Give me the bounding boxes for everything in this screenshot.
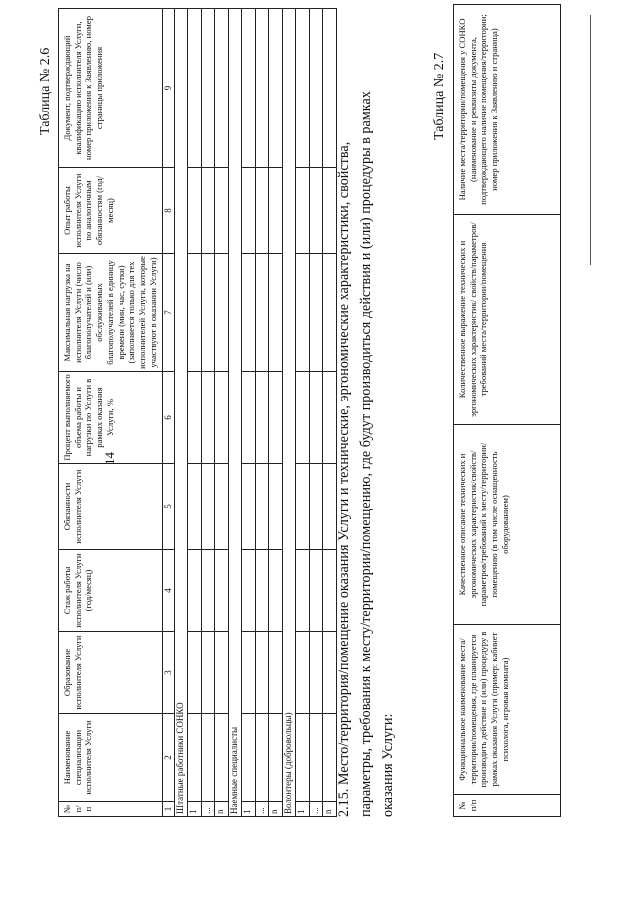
- column-number: 7: [162, 254, 174, 372]
- row-index: n: [215, 802, 229, 817]
- table-2-7: [453, 4, 561, 817]
- row-index: 1: [296, 802, 310, 817]
- header-cell: Обязанности исполнителя Услуги: [59, 464, 163, 550]
- row-index: ...: [255, 802, 269, 817]
- table-2-6-caption: Таблица № 2.6: [38, 47, 53, 135]
- section-row-staff: [174, 9, 188, 817]
- row-index: n: [269, 802, 283, 817]
- header-cell: Стаж работы исполнителя Услуги (год/месяц): [59, 550, 163, 632]
- column-number: 4: [162, 550, 174, 632]
- table-row: [215, 9, 229, 817]
- column-number: 6: [162, 372, 174, 464]
- column-number: 3: [162, 632, 174, 714]
- table-row: [296, 9, 310, 817]
- header-cell: Опыт работы исполнителя Услуги по аналогичным обязанностям (год/месяц): [59, 168, 163, 254]
- column-number: 5: [162, 464, 174, 550]
- header-cell: Максимальная нагрузка на исполнителя Услуги (число благополучателей и (или) обслуживаемых благополучателей в единицу времени (мин, час, сутки) (заполняется только для тех исполнителей Услуги, которые участвуют в оказании Услуги): [59, 254, 163, 372]
- table-2-6-header-row: [59, 9, 163, 817]
- table-2-7-caption: Таблица № 2.7: [432, 52, 447, 140]
- header-cell: Количественное выражение технических и эргономических характеристик/ свойств/параметров/требований места/территории/помещения: [454, 215, 561, 425]
- divider-line: [590, 15, 591, 265]
- section-row-volunteers: [282, 9, 296, 817]
- column-number: 8: [162, 168, 174, 254]
- table-row: [309, 9, 323, 817]
- section-2-15-text: [333, 5, 399, 817]
- row-index: n: [323, 802, 337, 817]
- table-row: [255, 9, 269, 817]
- row-index: 1: [188, 802, 202, 817]
- column-number: 9: [162, 9, 174, 168]
- column-number-row: [162, 9, 174, 817]
- table-row: [188, 9, 202, 817]
- section-title: Волонтеры (добровольцы): [282, 9, 296, 817]
- row-index: ...: [201, 802, 215, 817]
- table-row: [201, 9, 215, 817]
- header-cell: Процент выполняемого объема работы и нагрузки по Услуги в рамках оказания Услуги, %: [59, 372, 163, 464]
- column-number: 1: [162, 802, 174, 817]
- table-row: [269, 9, 283, 817]
- section-line: 2.15. Место/территория/помещение оказания Услуги и технические, эргономические характеристики, свойства,: [336, 141, 352, 817]
- section-title: Штатные работники СОНКО: [174, 9, 188, 817]
- header-cell: № п/п: [59, 802, 163, 817]
- row-index: ...: [309, 802, 323, 817]
- section-line: параметры, требования к месту/территории/помещению, где будут производиться действия и (или) процедуры в рамках: [358, 91, 374, 817]
- section-title: Наемные специалисты: [228, 9, 242, 817]
- table-row: [242, 9, 256, 817]
- header-cell: Наличие места/территории/помещения у СОНКО (наименование и реквизиты документа, подтверждающего наличие помещения/территории; номер приложения к Заявлению и страница): [454, 5, 561, 215]
- header-cell: Документ, подтверждающий квалификацию исполнителя Услуги, номер приложения к Заявлению, номер страницы приложения: [59, 9, 163, 168]
- header-cell: Наименование специализации исполнителя Услуги: [59, 714, 163, 802]
- column-number: 2: [162, 714, 174, 802]
- section-row-hired: [228, 9, 242, 817]
- section-line: оказания Услуги:: [380, 713, 396, 817]
- row-index: 1: [242, 802, 256, 817]
- table-2-7-header-row: [454, 5, 561, 817]
- header-cell: Образование исполнителя Услуги: [59, 632, 163, 714]
- table-2-6: [58, 8, 337, 817]
- header-cell: Функциональное наименование места/территории/помещения, где планируется производить действие и (или) процедуру в рамках оказания Услуги (пример: кабинет психолога, игровая комната): [454, 625, 561, 795]
- header-cell: № п/п: [454, 795, 561, 817]
- header-cell: Качественное описание технических и эргономических характеристик/свойств/ параметров/требований к месту/территории/помещению (в том числе оснащенность оборудованием): [454, 425, 561, 625]
- page-number: 14: [102, 452, 117, 465]
